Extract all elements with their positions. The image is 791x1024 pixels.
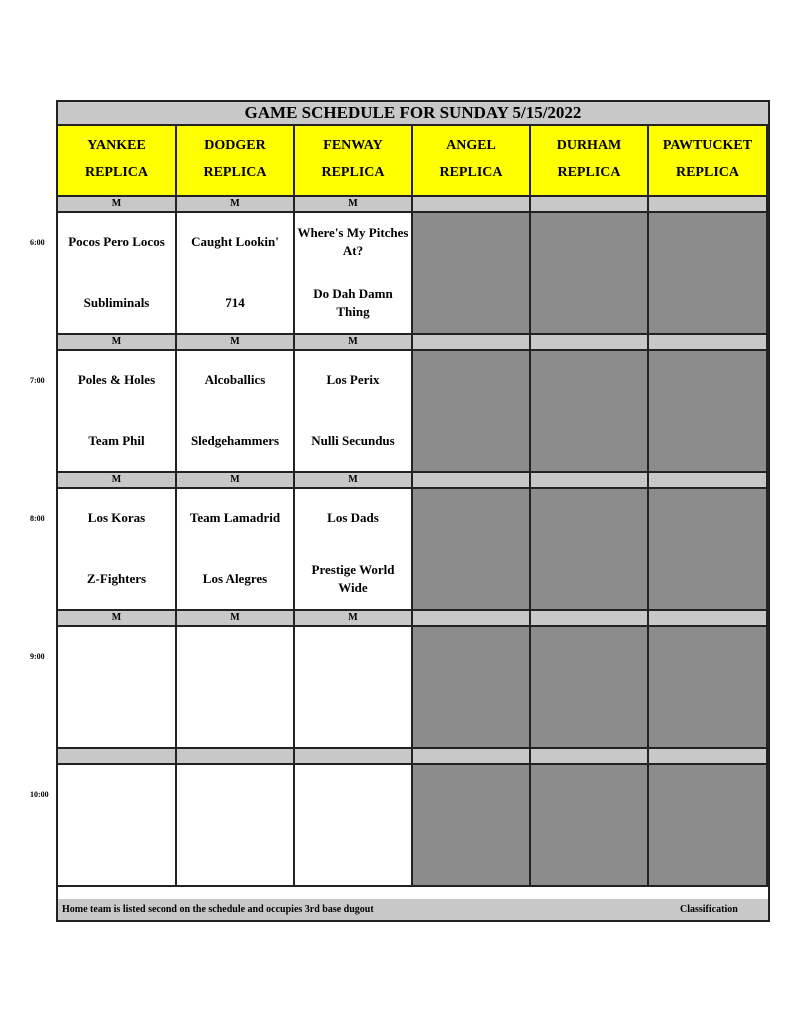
manager-mark bbox=[413, 197, 531, 213]
manager-mark: M bbox=[177, 197, 295, 213]
field-type: REPLICA bbox=[675, 165, 739, 180]
away-team bbox=[60, 638, 173, 674]
field-header bbox=[413, 126, 531, 197]
home-team: Nulli Secundus bbox=[311, 433, 395, 448]
home-team: Los Alegres bbox=[202, 571, 268, 586]
manager-mark: M bbox=[177, 473, 295, 489]
closed-slot bbox=[649, 765, 768, 887]
game-slot bbox=[58, 213, 177, 335]
manager-mark bbox=[531, 197, 649, 213]
manager-mark: M bbox=[295, 197, 413, 213]
away-team bbox=[297, 776, 409, 812]
field-name: DODGER bbox=[204, 138, 266, 153]
closed-slot bbox=[413, 489, 531, 611]
field-type: REPLICA bbox=[203, 165, 267, 180]
manager-mark bbox=[649, 749, 768, 765]
classification-label: Classification bbox=[680, 904, 738, 915]
game-slot bbox=[295, 213, 413, 335]
manager-mark bbox=[649, 611, 768, 627]
manager-mark bbox=[531, 611, 649, 627]
closed-slot bbox=[413, 351, 531, 473]
game-slot bbox=[58, 765, 177, 887]
field-name: DURHAM bbox=[556, 138, 622, 153]
home-team bbox=[297, 837, 409, 873]
manager-mark: M bbox=[58, 611, 177, 627]
field-name: FENWAY bbox=[323, 138, 383, 153]
field-type: REPLICA bbox=[321, 165, 385, 180]
away-team: Team Lamadrid bbox=[189, 510, 281, 525]
manager-mark bbox=[413, 335, 531, 351]
closed-slot bbox=[649, 627, 768, 749]
game-slot bbox=[177, 765, 295, 887]
game-slot bbox=[58, 351, 177, 473]
game-slot bbox=[295, 351, 413, 473]
manager-mark bbox=[295, 749, 413, 765]
home-team: Do Dah Damn Thing bbox=[313, 286, 393, 319]
closed-slot bbox=[531, 627, 649, 749]
schedule-title: GAME SCHEDULE FOR SUNDAY 5/15/2022 bbox=[58, 102, 768, 126]
game-slot bbox=[295, 627, 413, 749]
home-team: 714 bbox=[225, 295, 245, 310]
closed-slot bbox=[413, 627, 531, 749]
home-team: Z-Fighters bbox=[86, 571, 147, 586]
home-team bbox=[179, 837, 291, 873]
away-team bbox=[179, 776, 291, 812]
away-team: Where's My Pitches At? bbox=[297, 225, 409, 258]
field-header bbox=[531, 126, 649, 197]
manager-mark: M bbox=[58, 335, 177, 351]
home-team bbox=[179, 699, 291, 735]
game-slot bbox=[58, 627, 177, 749]
away-team: Los Perix bbox=[326, 372, 380, 387]
manager-mark bbox=[531, 473, 649, 489]
away-team: Los Dads bbox=[327, 510, 379, 525]
game-slot bbox=[295, 765, 413, 887]
away-team: Los Koras bbox=[87, 510, 146, 525]
game-slot bbox=[177, 489, 295, 611]
closed-slot bbox=[413, 765, 531, 887]
closed-slot bbox=[413, 213, 531, 335]
manager-mark: M bbox=[177, 611, 295, 627]
away-team: Alcoballics bbox=[204, 372, 266, 387]
away-team: Poles & Holes bbox=[77, 372, 156, 387]
game-slot bbox=[295, 489, 413, 611]
away-team: Pocos Pero Locos bbox=[68, 234, 165, 249]
manager-mark: M bbox=[295, 473, 413, 489]
schedule-table bbox=[56, 100, 770, 922]
field-header bbox=[177, 126, 295, 197]
manager-mark: M bbox=[295, 335, 413, 351]
field-header bbox=[58, 126, 177, 197]
closed-slot bbox=[649, 351, 768, 473]
game-slot bbox=[58, 489, 177, 611]
manager-mark bbox=[413, 611, 531, 627]
manager-mark bbox=[649, 473, 768, 489]
field-type: REPLICA bbox=[557, 165, 621, 180]
time-label: 7:00 bbox=[30, 376, 45, 385]
manager-mark bbox=[531, 335, 649, 351]
footer-bar bbox=[58, 899, 768, 920]
closed-slot bbox=[531, 765, 649, 887]
manager-mark bbox=[649, 197, 768, 213]
time-label: 8:00 bbox=[30, 514, 45, 523]
time-label: 9:00 bbox=[30, 652, 45, 661]
footer-note: Home team is listed second on the schedule and occupies 3rd base dugout bbox=[62, 904, 374, 915]
field-name: YANKEE bbox=[87, 138, 146, 153]
manager-mark bbox=[177, 749, 295, 765]
home-team: Prestige World Wide bbox=[311, 562, 395, 595]
game-slot bbox=[177, 213, 295, 335]
home-team: Subliminals bbox=[83, 295, 150, 310]
away-team bbox=[297, 638, 409, 674]
away-team bbox=[179, 638, 291, 674]
manager-mark: M bbox=[177, 335, 295, 351]
field-name: ANGEL bbox=[446, 138, 496, 153]
home-team bbox=[60, 699, 173, 735]
manager-mark bbox=[649, 335, 768, 351]
manager-mark: M bbox=[295, 611, 413, 627]
field-header bbox=[295, 126, 413, 197]
game-slot bbox=[177, 351, 295, 473]
closed-slot bbox=[531, 489, 649, 611]
manager-mark: M bbox=[58, 197, 177, 213]
closed-slot bbox=[649, 489, 768, 611]
home-team: Sledgehammers bbox=[190, 433, 280, 448]
field-header bbox=[649, 126, 768, 197]
closed-slot bbox=[649, 213, 768, 335]
home-team: Team Phil bbox=[88, 433, 145, 448]
manager-mark: M bbox=[58, 473, 177, 489]
away-team: Caught Lookin' bbox=[191, 234, 279, 249]
field-name: PAWTUCKET bbox=[662, 138, 753, 153]
closed-slot bbox=[531, 213, 649, 335]
home-team bbox=[60, 837, 173, 873]
manager-mark bbox=[413, 749, 531, 765]
away-team bbox=[60, 776, 173, 812]
game-slot bbox=[177, 627, 295, 749]
time-label: 10:00 bbox=[30, 790, 49, 799]
field-type: REPLICA bbox=[84, 165, 148, 180]
manager-mark bbox=[413, 473, 531, 489]
manager-mark bbox=[58, 749, 177, 765]
manager-mark bbox=[531, 749, 649, 765]
closed-slot bbox=[531, 351, 649, 473]
field-type: REPLICA bbox=[439, 165, 503, 180]
home-team bbox=[297, 699, 409, 735]
time-label: 6:00 bbox=[30, 238, 45, 247]
